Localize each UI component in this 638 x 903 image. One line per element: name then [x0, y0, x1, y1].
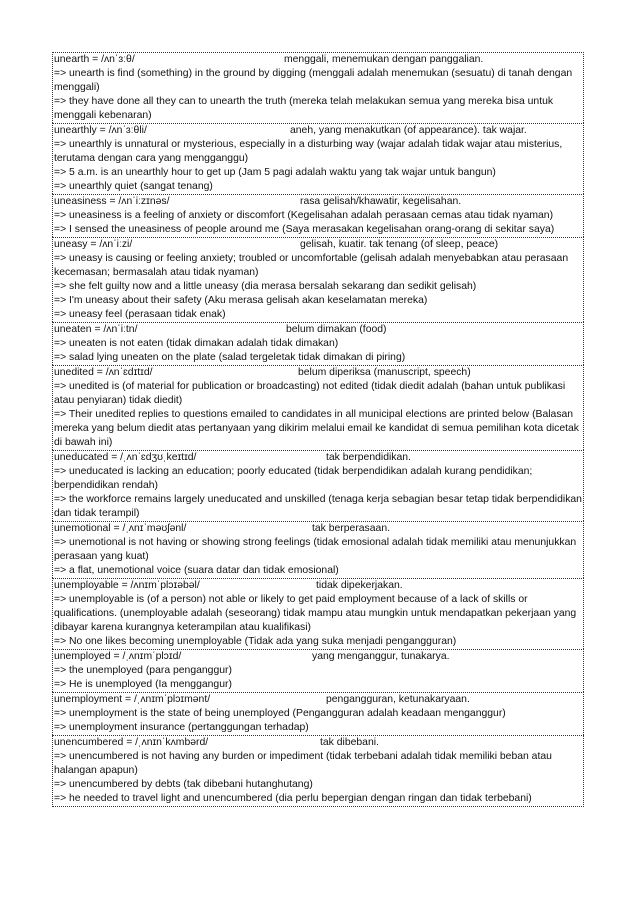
headword: uneasiness = /ʌnˈiːzɪnəs/	[54, 196, 170, 207]
headword: unemployment = /ˌʌnɪmˈplɔɪmənt/	[54, 694, 211, 705]
translation: rasa gelisah/khawatir, kegelisahan.	[300, 196, 462, 207]
entry-header	[54, 579, 582, 593]
headword: unemotional = /ˌʌnɪˈməʊʃənl/	[54, 523, 187, 534]
definition-line: => unearthly is unnatural or mysterious, especially in a disturbing way (wajar adalah tidak wajar atau misterius, terutama dengan cara yang mengganggu)	[54, 139, 563, 164]
entry-unemotional	[52, 521, 584, 578]
definition-line: => uneaten is not eaten (tidak dimakan adalah tidak dimakan)	[54, 338, 339, 349]
translation: belum diperiksa (manuscript, speech)	[298, 367, 471, 378]
definition-line: => unemployment is the state of being unemployed (Pengangguran adalah keadaan menganggur)	[54, 708, 506, 719]
entry-header	[54, 693, 582, 707]
entry-unemployed	[52, 649, 584, 692]
headword: unemployable = /ʌnɪmˈplɔɪəbəl/	[54, 580, 200, 591]
headword: unencumbered = /ˌʌnɪnˈkʌmbərd/	[54, 737, 209, 748]
example-line: => unearthly quiet (sangat tenang)	[54, 181, 213, 192]
translation: tak berperasaan.	[312, 523, 390, 534]
headword: uneaten = /ʌnˈiːtn/	[54, 324, 138, 335]
entry-uneasiness	[52, 194, 584, 237]
entry-header	[54, 366, 582, 380]
headword: uneasy = /ʌnˈiːzi/	[54, 239, 133, 250]
example-line: => he needed to travel light and unencumbered (dia perlu bepergian dengan ringan dan tidak terbebani)	[54, 793, 532, 804]
entry-unemployment	[52, 692, 584, 735]
headword: unearth = /ʌnˈɜːθ/	[54, 54, 135, 65]
entry-unearth	[52, 52, 584, 123]
translation: aneh, yang menakutkan (of appearance). tak wajar.	[290, 125, 527, 136]
translation: tidak dipekerjakan.	[316, 580, 403, 591]
dictionary-page	[52, 52, 584, 807]
entry-uneaten	[52, 322, 584, 365]
headword: uneducated = /ˌʌnˈɛdʒʊˌkeɪtɪd/	[54, 452, 197, 463]
entry-unearthly	[52, 123, 584, 194]
example-line: => she felt guilty now and a little uneasy (dia merasa bersalah sekarang dan sedikit gelisah)	[54, 281, 477, 292]
entry-uneducated	[52, 450, 584, 521]
headword: unemployed = /ˌʌnɪmˈplɔɪd/	[54, 651, 182, 662]
definition-line: => unemployable is (of a person) not able or likely to get paid employment because of a lack of skills or qualifications. (unemployable adalah (seseorang) tidak mampu atau mungkin untuk mendapatkan pekerjaan yang dibayar karena kurangnya keterampilan atau kualifikasi)	[54, 594, 577, 633]
entry-header	[54, 323, 582, 337]
entry-header	[54, 451, 582, 465]
example-line: => uneasy feel (perasaan tidak enak)	[54, 309, 226, 320]
example-line: => they have done all they can to unearth the truth (mereka telah melakukan semua yang mereka bisa untuk menggali kebenaran)	[54, 96, 554, 121]
entry-unemployable	[52, 578, 584, 649]
example-line: => a flat, unemotional voice (suara datar dan tidak emosional)	[54, 565, 339, 576]
entry-header	[54, 124, 582, 138]
definition-line: => unearth is find (something) in the ground by digging (menggali adalah menemukan (sesuatu) di tanah dengan menggali)	[54, 68, 573, 93]
example-line: => the workforce remains largely uneducated and unskilled (tenaga kerja sebagian besar tetap tidak berpendidikan dan tidak terampil)	[54, 494, 582, 519]
definition-line: => uneducated is lacking an education; poorly educated (tidak berpendidikan adalah kurang pendidikan; berpendidikan rendah)	[54, 466, 533, 491]
translation: gelisah, kuatir. tak tenang (of sleep, peace)	[300, 239, 499, 250]
example-line: => I'm uneasy about their safety (Aku merasa gelisah akan keselamatan mereka)	[54, 295, 428, 306]
headword: unearthly = /ʌnˈɜːθli/	[54, 125, 147, 136]
entry-header	[54, 238, 582, 252]
translation: menggali, menemukan dengan panggalian.	[284, 54, 484, 65]
definition-line: => unedited is (of material for publication or broadcasting) not edited (tidak diedit adalah (bahan untuk publikasi atau penyiaran) tidak diedit)	[54, 381, 566, 406]
example-line: => unemployment insurance (pertanggungan terhadap)	[54, 722, 309, 733]
example-line: => He is unemployed (Ia menggangur)	[54, 679, 232, 690]
example-line: => salad lying uneaten on the plate (salad tergeletak tidak dimakan di piring)	[54, 352, 406, 363]
definition-line: => uneasy is causing or feeling anxiety; troubled or uncomfortable (gelisah adalah menyebabkan atau perasaan kecemasan; bermasalah atau tidak nyaman)	[54, 253, 569, 278]
example-line: => No one likes becoming unemployable (Tidak ada yang suka menjadi pengangguran)	[54, 636, 457, 647]
translation: tak berpendidikan.	[326, 452, 411, 463]
entry-header	[54, 736, 582, 750]
entry-header	[54, 650, 582, 664]
translation: belum dimakan (food)	[286, 324, 387, 335]
translation: tak dibebani.	[320, 737, 379, 748]
entry-header	[54, 195, 582, 209]
entry-unedited	[52, 365, 584, 450]
entry-header	[54, 522, 582, 536]
definition-line: => unencumbered is not having any burden or impediment (tidak terbebani adalah tidak memiliki beban atau halangan apapun)	[54, 751, 552, 776]
headword: unedited = /ʌnˈɛdɪtɪd/	[54, 367, 153, 378]
entry-uneasy	[52, 237, 584, 322]
example-line: => 5 a.m. is an unearthly hour to get up (Jam 5 pagi adalah waktu yang tak wajar untuk bangun)	[54, 167, 496, 178]
example-line: => I sensed the uneasiness of people around me (Saya merasakan kegelisahan orang-orang di sekitar saya)	[54, 224, 555, 235]
translation: pengangguran, ketunakaryaan.	[326, 694, 470, 705]
translation: yang menganggur, tunakarya.	[312, 651, 450, 662]
definition-line: => unemotional is not having or showing strong feelings (tidak emosional adalah tidak memiliki atau menunjukkan perasaan yang kuat)	[54, 537, 577, 562]
example-line: => Their unedited replies to questions emailed to candidates in all municipal elections are printed below (Balasan mereka yang belum diedit atas pertanyaan yang dikirim melalui email ke kandidat di semua pemilihan kota dicetak di bawah ini)	[54, 409, 580, 448]
example-line: => the unemployed (para penganggur)	[54, 665, 232, 676]
example-line: => unencumbered by debts (tak dibebani hutanghutang)	[54, 779, 313, 790]
entry-unencumbered	[52, 735, 584, 807]
entry-header	[54, 53, 582, 67]
definition-line: => uneasiness is a feeling of anxiety or discomfort (Kegelisahan adalah perasaan cemas atau tidak nyaman)	[54, 210, 554, 221]
